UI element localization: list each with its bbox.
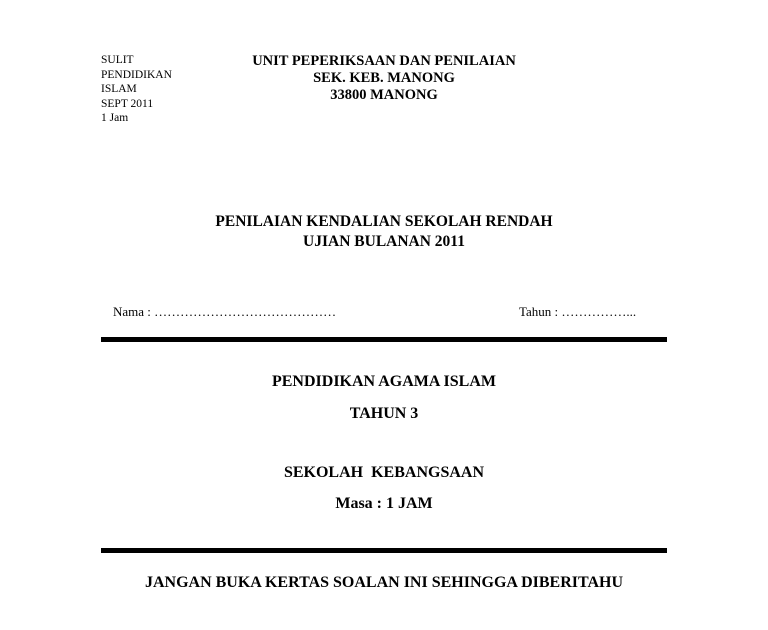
year-title: TAHUN 3 [349,405,419,422]
name-field: Nama : …………………………………… [113,304,337,319]
subject-code-line2: ISLAM [101,83,137,95]
school-type: SEKOLAH KEBANGSAAN [283,464,485,481]
divider-bottom [101,548,667,553]
exam-title-block [0,212,768,252]
exam-time: Masa : 1 JAM [335,495,433,512]
org-line-2: SEK. KEB. MANONG [313,70,455,86]
org-line-1: UNIT PEPERIKSAAN DAN PENILAIAN [252,53,516,69]
exam-date: SEPT 2011 [101,97,154,110]
exam-title-line-1: PENILAIAN KENDALIAN SEKOLAH RENDAH [215,213,553,230]
classification-label: SULIT [101,54,134,66]
exam-title-line-2: UJIAN BULANAN 2011 [303,233,465,250]
organization-block [0,53,768,104]
org-line-3: 33800 MANONG [330,87,438,103]
subject-code-line1: PENDIDIKAN [101,68,172,81]
subject-title: PENDIDIKAN AGAMA ISLAM [271,373,496,390]
exam-duration: 1 Jam [101,112,129,124]
divider-top [101,337,667,342]
year-field: Tahun : ……………... [519,304,637,319]
warning-text: JANGAN BUKA KERTAS SOALAN INI SEHINGGA DIBERITAHU [144,574,624,591]
